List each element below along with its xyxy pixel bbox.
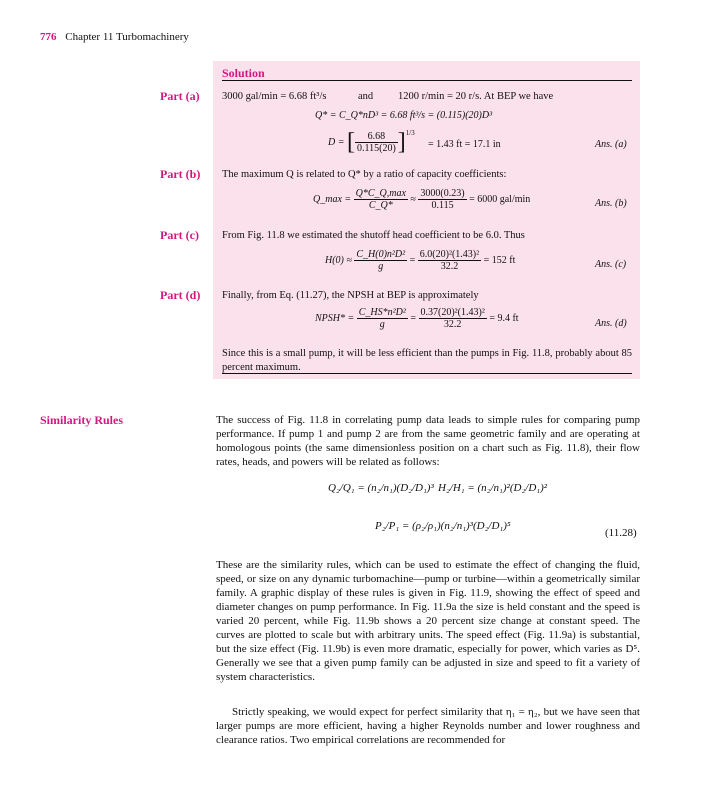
para-2: These are the similarity rules, which can be used to estimate the effect of changing the fluid, speed, or size on any dynamic turbomachine—pump or turbine—within a geometrically similar family. A graphic display of these rules is given in Fig. 11.9, showing the effect of speed and diameter changes on pump performance. In Fig. 11.9a the size is held constant and the speed is varied 20 percent, while Fig. 11.9b shows a 20 percent size change at constant speed. The curves are plotted to scale but with arbitrary units. The speed effect (Fig. 11.9a) is substantial, but the size effect (Fig. 11.9b) is even more dramatic, especially for power, which varies as D⁵. Generally we see that a given pump family can be adjusted in size and speed to fit a variety of system characteristics. [216, 559, 640, 683]
chapter-title: Chapter 11 Turbomachinery [65, 31, 189, 43]
para-1: The success of Fig. 11.8 in correlating pump data leads to simple rules for comparing pump performance. If pump 1 and pump 2 are from the same geometric family and are operating at homologous points (the same dimensionless position on a chart such as Fig. 11.8), their flow rates, heads, and powers will be related as follows: [216, 414, 640, 468]
part-c-ans: Ans. (c) [595, 259, 627, 270]
part-d-den1: g [379, 319, 385, 330]
part-d-label: Part (d) [160, 288, 201, 302]
part-c-eqsign: = [409, 254, 416, 266]
part-c-num1: C_H(0)n²D² [356, 249, 406, 260]
eq-flow-ratio: Q₂/Q₁ = (n₂/n₁)(D₂/D₁)³ [328, 482, 434, 494]
part-b-ans: Ans. (b) [595, 198, 627, 209]
part-a-eq2-lhs: D = [328, 136, 345, 148]
part-a-text1: 3000 gal/min = 6.68 ft³/s [222, 91, 327, 102]
part-b-rhs: = 6000 gal/min [469, 193, 531, 205]
part-c-den2: 32.2 [440, 261, 459, 272]
part-d-num2: 0.37(20)²(1.43)² [420, 307, 485, 318]
part-d-lhs: NPSH* = [315, 312, 355, 324]
part-c-eq [325, 249, 515, 272]
part-a-label: Part (a) [160, 89, 200, 103]
part-c-text: From Fig. 11.8 we estimated the shutoff head coefficient to be 6.0. Thus [222, 230, 525, 241]
part-a-ans: Ans. (a) [595, 139, 627, 150]
solution-rule-top [222, 80, 632, 81]
part-d-eq [315, 307, 519, 330]
part-b-lhs: Q_max = [313, 193, 352, 205]
part-d-eqsign: = [410, 312, 416, 324]
part-a-text2: 1200 r/min = 20 r/s. At BEP we have [398, 91, 554, 102]
part-a-eq1: Q* = C_Q*nD³ = 6.68 ft³/s = (0.115)(20)D³ [315, 110, 493, 121]
eq-power-ratio: P₂/P₁ = (ρ₂/ρ₁)(n₂/n₁)³(D₂/D₁)⁵ [375, 520, 511, 532]
part-c-frac2 [418, 249, 481, 272]
part-b-approx: ≈ [410, 193, 416, 205]
part-b-den2: 0.115 [431, 200, 454, 211]
part-a-eq2-exp: 1/3 [405, 129, 415, 137]
part-b-text: The maximum Q is related to Q* by a ratio of capacity coefficients: [222, 169, 507, 180]
part-b-frac2 [418, 188, 466, 211]
part-d-rhs: = 9.4 ft [489, 312, 519, 324]
part-b-num1: Q*C_Q,max [355, 188, 406, 199]
part-b-num2: 3000(0.23) [420, 188, 465, 199]
part-b-den1: C_Q* [368, 200, 393, 211]
part-d-num1: C_HS*n²D² [358, 307, 406, 318]
solution-title: Solution [222, 66, 265, 80]
part-d-text: Finally, from Eq. (11.27), the NPSH at BEP is approximately [222, 290, 479, 301]
equation-number: (11.28) [605, 527, 637, 539]
part-a-eq2-den: 0.115(20) [356, 143, 396, 154]
section-heading: Similarity Rules [40, 413, 123, 427]
part-c-frac1 [354, 249, 407, 272]
part-b-eq [313, 188, 530, 211]
page-number: 776 [40, 31, 57, 43]
part-b-frac1 [354, 188, 408, 211]
solution-rule-bottom [222, 373, 632, 374]
part-c-rhs: = 152 ft [483, 254, 516, 266]
part-d-ans: Ans. (d) [595, 318, 627, 329]
part-a-eq2: D = [ $\frac{6.68}{0.115(20)}$ ]$^{1/3}$ [328, 129, 415, 155]
part-b-label: Part (b) [160, 167, 201, 181]
page-header [40, 31, 189, 43]
solution-box [213, 61, 640, 379]
part-d-frac2 [419, 307, 487, 330]
part-d-den2: 32.2 [443, 319, 462, 330]
part-d-frac1 [357, 307, 408, 330]
solution-closing: Since this is a small pump, it will be less efficient than the pumps in Fig. 11.8, probably about 85 percent maximum. [222, 348, 632, 373]
eq-head-ratio: H₂/H₁ = (n₂/n₁)²(D₂/D₁)² [438, 482, 548, 494]
part-c-den1: g [378, 261, 384, 272]
part-a-eq2-num: 6.68 [355, 131, 398, 143]
part-a-eq2-frac [355, 131, 398, 154]
para-3: Strictly speaking, we would expect for perfect similarity that η₁ = η₂, but we have seen that larger pumps are more efficient, having a higher Reynolds number and lower roughness and clearance ratios. Two empirical correlations are recommended for [216, 706, 640, 746]
part-a-and: and [358, 91, 374, 102]
part-c-lhs: H(0) ≈ [325, 254, 352, 266]
part-c-num2: 6.0(20)²(1.43)² [419, 249, 480, 260]
part-c-label: Part (c) [160, 228, 199, 242]
part-a-eq2-rhs: = 1.43 ft = 17.1 in [428, 139, 501, 150]
